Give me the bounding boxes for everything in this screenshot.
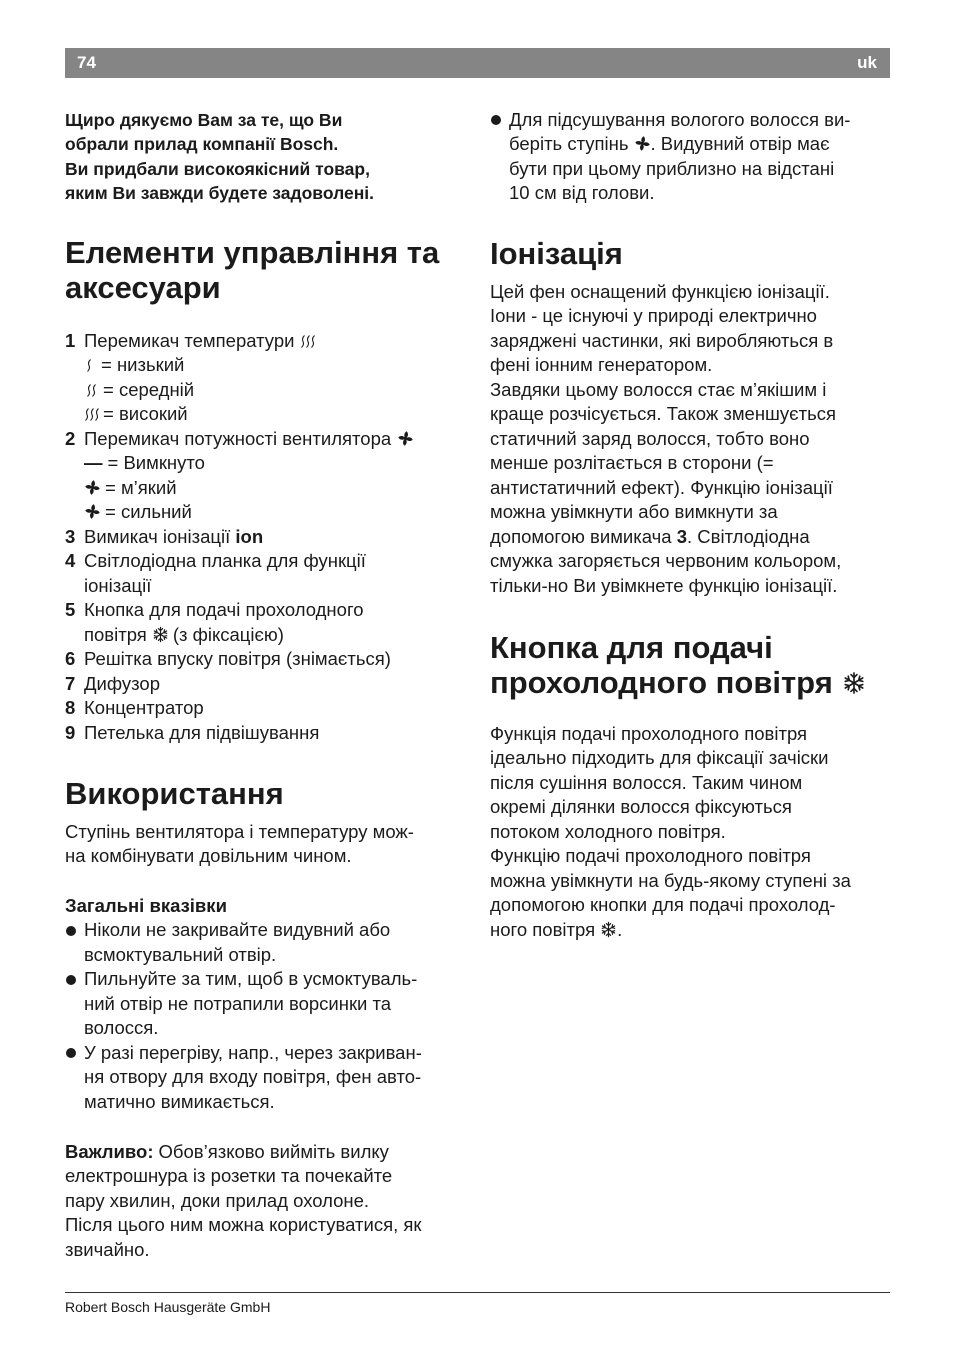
item-text: Дифузор — [84, 672, 160, 694]
bullet-item — [65, 918, 422, 943]
setting-text: = сильний — [105, 501, 192, 523]
text-line: обрали прилад компанії Bosch. — [65, 134, 339, 155]
intro-paragraph — [65, 108, 374, 206]
list-subitem — [65, 378, 414, 403]
item-text: Петелька для підвішування — [84, 721, 320, 743]
list-subitem — [65, 500, 414, 525]
bullet-text: Ніколи не закривайте видувний або — [84, 919, 391, 941]
text-segment: . Світлодіодна — [687, 525, 810, 547]
bullet-text: . Видувний отвір має — [650, 133, 830, 155]
setting-text: = Вимкнуто — [107, 452, 205, 474]
list-subitem — [65, 353, 414, 378]
text-line: Ви придбали високоякісний товар, — [65, 158, 370, 179]
bullet-text: У разі перегріву, напр., через закриван- — [84, 1041, 422, 1063]
list-item — [65, 549, 414, 574]
text-line: статичний заряд волосся, тобто воно — [490, 427, 810, 449]
bullet — [66, 1048, 76, 1058]
text-line: тільки-но Ви увімкнете функцію іонізації. — [490, 574, 838, 596]
heading-line: Кнопка для подачі — [490, 629, 773, 665]
fan-off-symbol: — — [84, 452, 103, 474]
section-heading-usage — [65, 776, 284, 811]
text-segment: допомогою вимикача — [490, 525, 677, 547]
bullet-continuation: волосся. — [84, 1017, 159, 1039]
text-line — [490, 918, 851, 943]
list-item — [65, 525, 414, 550]
page-header-bar — [65, 48, 890, 78]
text-line: Завдяки цьому волосся стає м’якішим і — [490, 378, 827, 400]
item-number: 4 — [65, 550, 76, 572]
bullet-continuation — [490, 132, 850, 157]
important-note — [65, 1140, 422, 1263]
item-number: 3 — [65, 525, 76, 547]
switch-number: 3 — [676, 525, 688, 547]
bullet-continuation: 10 см від голови. — [509, 182, 655, 204]
usage-paragraph — [65, 820, 414, 869]
language-code: uk — [857, 53, 877, 72]
item-text: Вимикач іонізації — [84, 525, 236, 547]
text-line: Функцію подачі прохолодного повітря — [490, 845, 811, 867]
temperature-high-icon — [84, 407, 100, 422]
list-item — [65, 598, 414, 623]
list-subitem — [65, 451, 414, 476]
footer-divider — [65, 1292, 890, 1293]
text-line: краще розчісується. Також зменшується — [490, 403, 836, 425]
text-line: звичайно. — [65, 1238, 150, 1260]
list-item — [65, 721, 414, 746]
list-subitem — [65, 476, 414, 501]
text-line: Цей фен оснащений функцією іонізації. — [490, 280, 830, 302]
snowflake-icon — [842, 671, 866, 695]
item-text: Решітка впуску повітря (знімається) — [84, 648, 391, 670]
heading-text: прохолодного повітря — [490, 664, 833, 700]
text-line: фені іонним генератором. — [490, 354, 713, 376]
heading-line: аксесуари — [65, 269, 221, 305]
controls-list — [65, 329, 414, 746]
setting-text: = високий — [103, 403, 188, 425]
list-item — [65, 329, 414, 354]
bullet-text: беріть ступінь — [509, 133, 629, 155]
text-segment: ного повітря — [490, 918, 596, 940]
item-number: 5 — [65, 599, 76, 621]
list-item-continuation — [65, 574, 414, 599]
item-text: Перемикач потужності вентилятора — [84, 427, 392, 449]
text-line: Після цього ним можна користуватися, як — [65, 1214, 422, 1236]
setting-text: = низький — [101, 354, 185, 376]
heading-line: Іонізація — [490, 235, 623, 271]
fan-icon — [634, 135, 651, 152]
bullet — [66, 975, 76, 985]
text-line: після сушіння волосся. Таким чином — [490, 771, 803, 793]
item-number: 2 — [65, 427, 76, 449]
bullet-item — [65, 1041, 422, 1066]
text-line: менше розлітається в сторони (= — [490, 452, 774, 474]
text-line: допомогою кнопки для подачі прохолод- — [490, 894, 836, 916]
text-line: Щиро дякуємо Вам за те, що Ви — [65, 109, 343, 130]
item-text: повітря — [84, 623, 147, 645]
text-line: смужка загоряється червоним кольором, — [490, 550, 842, 572]
snowflake-icon — [152, 626, 169, 643]
text-line: Іони - це існуючі у природі електрично — [490, 305, 817, 327]
temperature-icon — [300, 334, 316, 349]
section-heading-ionization — [490, 236, 623, 271]
page-number: 74 — [77, 53, 96, 72]
item-number: 8 — [65, 697, 76, 719]
text-line: Функція подачі прохолодного повітря — [490, 722, 808, 744]
bullet-continuation: ня отвору для входу повітря, фен авто- — [84, 1066, 422, 1088]
bullet — [491, 115, 501, 125]
bullet-item — [490, 108, 850, 133]
text-line: ідеально підходить для фіксації зачіски — [490, 747, 829, 769]
text-line — [490, 525, 841, 550]
setting-text: = м’який — [105, 476, 177, 498]
item-number: 9 — [65, 721, 76, 743]
text-line: заряджені частинки, які виробляються в — [490, 329, 834, 351]
subheading: Загальні вказівки — [65, 894, 227, 916]
fan-icon — [397, 430, 414, 447]
cool-shot-paragraph — [490, 722, 851, 943]
section-heading-controls — [65, 235, 439, 305]
item-number: 6 — [65, 648, 76, 670]
list-subitem — [65, 402, 414, 427]
setting-text: = середній — [103, 378, 195, 400]
bullet-continuation: матично вимикається. — [84, 1090, 275, 1112]
text-line: яким Ви завжди будете задоволені. — [65, 183, 375, 204]
bullet-item — [65, 967, 422, 992]
text-line: електрошнура із розетки та почекайте — [65, 1165, 393, 1187]
list-item — [65, 647, 414, 672]
list-item — [65, 672, 414, 697]
important-label: Важливо: — [65, 1140, 154, 1162]
drying-tip — [490, 108, 850, 206]
item-text: (з фіксацією) — [172, 623, 284, 645]
bullet-continuation: ний отвір не потрапили ворсинки та — [84, 992, 392, 1014]
text-line — [65, 1140, 422, 1165]
snowflake-icon — [600, 921, 617, 938]
item-text: Світлодіодна планка для функції — [84, 550, 366, 572]
item-text: Кнопка для подачі прохолодного — [84, 599, 364, 621]
text-line: Ступінь вентилятора і температуру мож- — [65, 820, 414, 842]
bullet-text: Для підсушування вологого волосся ви- — [509, 108, 851, 130]
text-segment: . — [617, 918, 623, 940]
list-item-continuation — [65, 623, 414, 648]
ionization-paragraph — [490, 280, 841, 599]
item-text: іонізації — [84, 574, 152, 596]
bullet-continuation: бути при цьому приблизно на відстані — [509, 157, 835, 179]
fan-icon — [84, 479, 101, 496]
item-text: Концентратор — [84, 697, 204, 719]
item-number: 7 — [65, 672, 76, 694]
text-line: антистатичний ефект). Функцію іонізації — [490, 476, 833, 498]
text-line: окремі ділянки волосся фіксуються — [490, 796, 792, 818]
temperature-medium-icon — [86, 383, 97, 398]
heading-line: Елементи управління та — [65, 234, 440, 270]
text-line: потоком холодного повітря. — [490, 820, 726, 842]
text-line: пару хвилин, доки прилад охолоне. — [65, 1189, 370, 1211]
general-notes — [65, 894, 422, 1115]
list-item — [65, 696, 414, 721]
ion-label: ion — [235, 525, 264, 547]
text-line: на комбінувати довільним чином. — [65, 845, 352, 867]
heading-line: Використання — [65, 775, 284, 811]
item-number: 1 — [65, 329, 76, 351]
section-heading-cool-shot — [490, 630, 866, 700]
bullet-continuation: всмоктувальний отвір. — [84, 943, 277, 965]
bullet-text: Пильнуйте за тим, щоб в усмоктуваль- — [84, 968, 418, 990]
fan-icon — [84, 503, 101, 520]
bullet — [66, 926, 76, 936]
important-text: Обов’язково вийміть вилку — [158, 1140, 389, 1162]
text-line: можна увімкнути або вимкнути за — [490, 501, 778, 523]
footer-company: Robert Bosch Hausgeräte GmbH — [65, 1299, 271, 1315]
text-line: можна увімкнути на будь-якому ступені за — [490, 869, 851, 891]
item-text: Перемикач температури — [84, 329, 295, 351]
temperature-low-icon — [86, 358, 92, 373]
list-item — [65, 427, 414, 452]
heading-line — [490, 665, 866, 700]
